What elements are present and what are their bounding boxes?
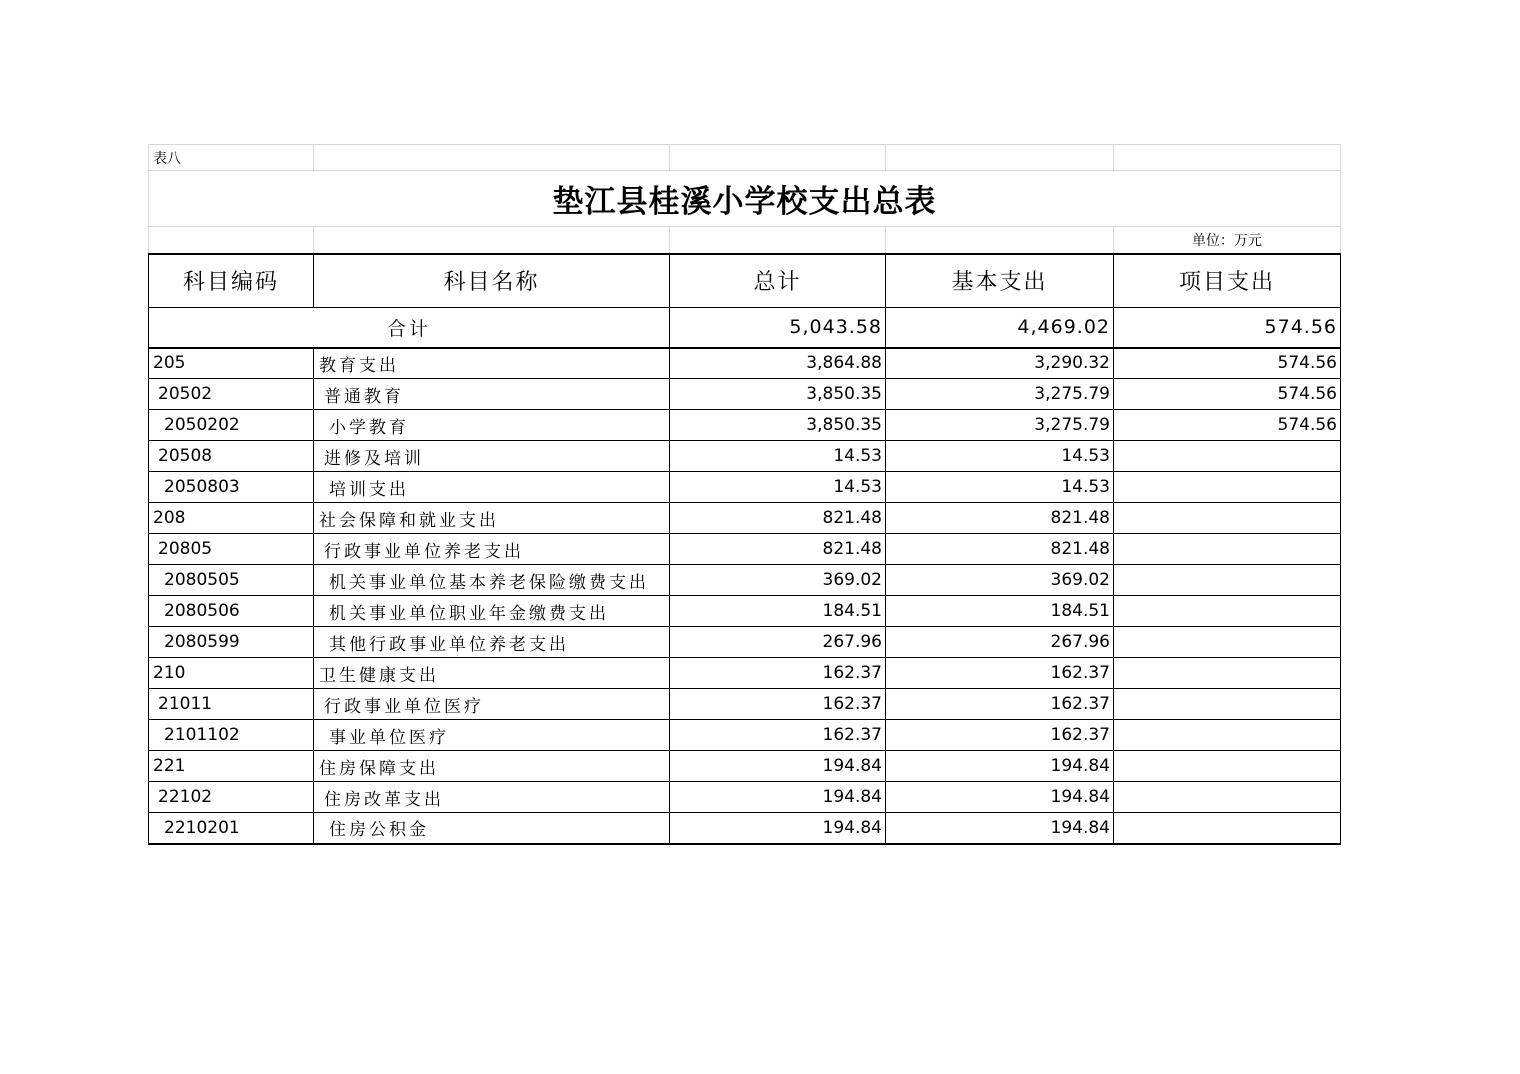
total-label: 合计 xyxy=(149,308,670,348)
header-row xyxy=(149,254,1341,308)
row-code: 2080599 xyxy=(149,627,314,658)
total-row xyxy=(149,308,1341,348)
header-total: 总计 xyxy=(670,254,886,308)
table-row xyxy=(149,348,1341,379)
row-total: 267.96 xyxy=(670,627,886,658)
row-total: 194.84 xyxy=(670,813,886,844)
total-sum: 5,043.58 xyxy=(670,308,886,348)
row-code: 208 xyxy=(149,503,314,534)
row-project: 574.56 xyxy=(1114,410,1341,441)
title-row xyxy=(149,171,1341,227)
total-project: 574.56 xyxy=(1114,308,1341,348)
row-basic: 194.84 xyxy=(886,782,1114,813)
row-basic: 821.48 xyxy=(886,503,1114,534)
row-total: 162.37 xyxy=(670,689,886,720)
row-name: 普通教育 xyxy=(314,379,670,410)
row-project xyxy=(1114,689,1341,720)
row-code: 22102 xyxy=(149,782,314,813)
table-row xyxy=(149,813,1341,844)
row-name: 进修及培训 xyxy=(314,441,670,472)
row-code: 210 xyxy=(149,658,314,689)
row-name: 社会保障和就业支出 xyxy=(314,503,670,534)
row-total: 3,864.88 xyxy=(670,348,886,379)
row-name: 行政事业单位养老支出 xyxy=(314,534,670,565)
row-basic: 14.53 xyxy=(886,472,1114,503)
row-code: 205 xyxy=(149,348,314,379)
row-name: 教育支出 xyxy=(314,348,670,379)
row-code: 21011 xyxy=(149,689,314,720)
row-total: 821.48 xyxy=(670,503,886,534)
unit-row xyxy=(149,227,1341,254)
row-code: 2050803 xyxy=(149,472,314,503)
row-total: 194.84 xyxy=(670,751,886,782)
row-code: 2050202 xyxy=(149,410,314,441)
row-total: 3,850.35 xyxy=(670,410,886,441)
row-code: 221 xyxy=(149,751,314,782)
header-project: 项目支出 xyxy=(1114,254,1341,308)
table-row xyxy=(149,472,1341,503)
row-code: 2080505 xyxy=(149,565,314,596)
row-basic: 3,275.79 xyxy=(886,379,1114,410)
row-name: 培训支出 xyxy=(314,472,670,503)
header-code: 科目编码 xyxy=(149,254,314,308)
row-total: 162.37 xyxy=(670,658,886,689)
row-code: 20805 xyxy=(149,534,314,565)
row-total: 162.37 xyxy=(670,720,886,751)
row-name: 机关事业单位职业年金缴费支出 xyxy=(314,596,670,627)
row-basic: 194.84 xyxy=(886,751,1114,782)
row-project xyxy=(1114,596,1341,627)
row-name: 行政事业单位医疗 xyxy=(314,689,670,720)
table-row xyxy=(149,689,1341,720)
table-row xyxy=(149,751,1341,782)
row-basic: 3,290.32 xyxy=(886,348,1114,379)
row-basic: 162.37 xyxy=(886,658,1114,689)
row-basic: 14.53 xyxy=(886,441,1114,472)
row-basic: 162.37 xyxy=(886,689,1114,720)
expenditure-table xyxy=(148,144,1341,845)
row-basic: 194.84 xyxy=(886,813,1114,844)
row-total: 369.02 xyxy=(670,565,886,596)
table-row xyxy=(149,782,1341,813)
row-project xyxy=(1114,813,1341,844)
row-project xyxy=(1114,534,1341,565)
row-name: 小学教育 xyxy=(314,410,670,441)
row-basic: 821.48 xyxy=(886,534,1114,565)
row-name: 事业单位医疗 xyxy=(314,720,670,751)
unit-label: 单位：万元 xyxy=(1114,227,1341,254)
table-row xyxy=(149,596,1341,627)
row-total: 184.51 xyxy=(670,596,886,627)
row-total: 821.48 xyxy=(670,534,886,565)
row-project xyxy=(1114,565,1341,596)
row-project: 574.56 xyxy=(1114,379,1341,410)
row-project xyxy=(1114,503,1341,534)
row-project xyxy=(1114,627,1341,658)
table-label: 表八 xyxy=(149,145,314,171)
table-row xyxy=(149,410,1341,441)
row-basic: 3,275.79 xyxy=(886,410,1114,441)
row-code: 20502 xyxy=(149,379,314,410)
row-project xyxy=(1114,441,1341,472)
table-row xyxy=(149,658,1341,689)
page-title: 垫江县桂溪小学校支出总表 xyxy=(149,171,1341,227)
table-row xyxy=(149,534,1341,565)
row-basic: 162.37 xyxy=(886,720,1114,751)
row-total: 14.53 xyxy=(670,441,886,472)
row-name: 其他行政事业单位养老支出 xyxy=(314,627,670,658)
row-project xyxy=(1114,720,1341,751)
header-name: 科目名称 xyxy=(314,254,670,308)
row-basic: 267.96 xyxy=(886,627,1114,658)
row-project: 574.56 xyxy=(1114,348,1341,379)
table-row xyxy=(149,627,1341,658)
row-basic: 184.51 xyxy=(886,596,1114,627)
row-name: 机关事业单位基本养老保险缴费支出 xyxy=(314,565,670,596)
table-row xyxy=(149,503,1341,534)
row-total: 3,850.35 xyxy=(670,379,886,410)
table-row xyxy=(149,565,1341,596)
row-basic: 369.02 xyxy=(886,565,1114,596)
row-code: 2080506 xyxy=(149,596,314,627)
row-name: 住房公积金 xyxy=(314,813,670,844)
row-project xyxy=(1114,658,1341,689)
row-name: 住房保障支出 xyxy=(314,751,670,782)
row-total: 194.84 xyxy=(670,782,886,813)
table-row xyxy=(149,441,1341,472)
row-name: 住房改革支出 xyxy=(314,782,670,813)
header-basic: 基本支出 xyxy=(886,254,1114,308)
row-total: 14.53 xyxy=(670,472,886,503)
label-row xyxy=(149,145,1341,171)
row-code: 2101102 xyxy=(149,720,314,751)
row-project xyxy=(1114,782,1341,813)
row-code: 20508 xyxy=(149,441,314,472)
total-basic: 4,469.02 xyxy=(886,308,1114,348)
row-name: 卫生健康支出 xyxy=(314,658,670,689)
table-row xyxy=(149,379,1341,410)
row-project xyxy=(1114,751,1341,782)
table-row xyxy=(149,720,1341,751)
row-project xyxy=(1114,472,1341,503)
row-code: 2210201 xyxy=(149,813,314,844)
